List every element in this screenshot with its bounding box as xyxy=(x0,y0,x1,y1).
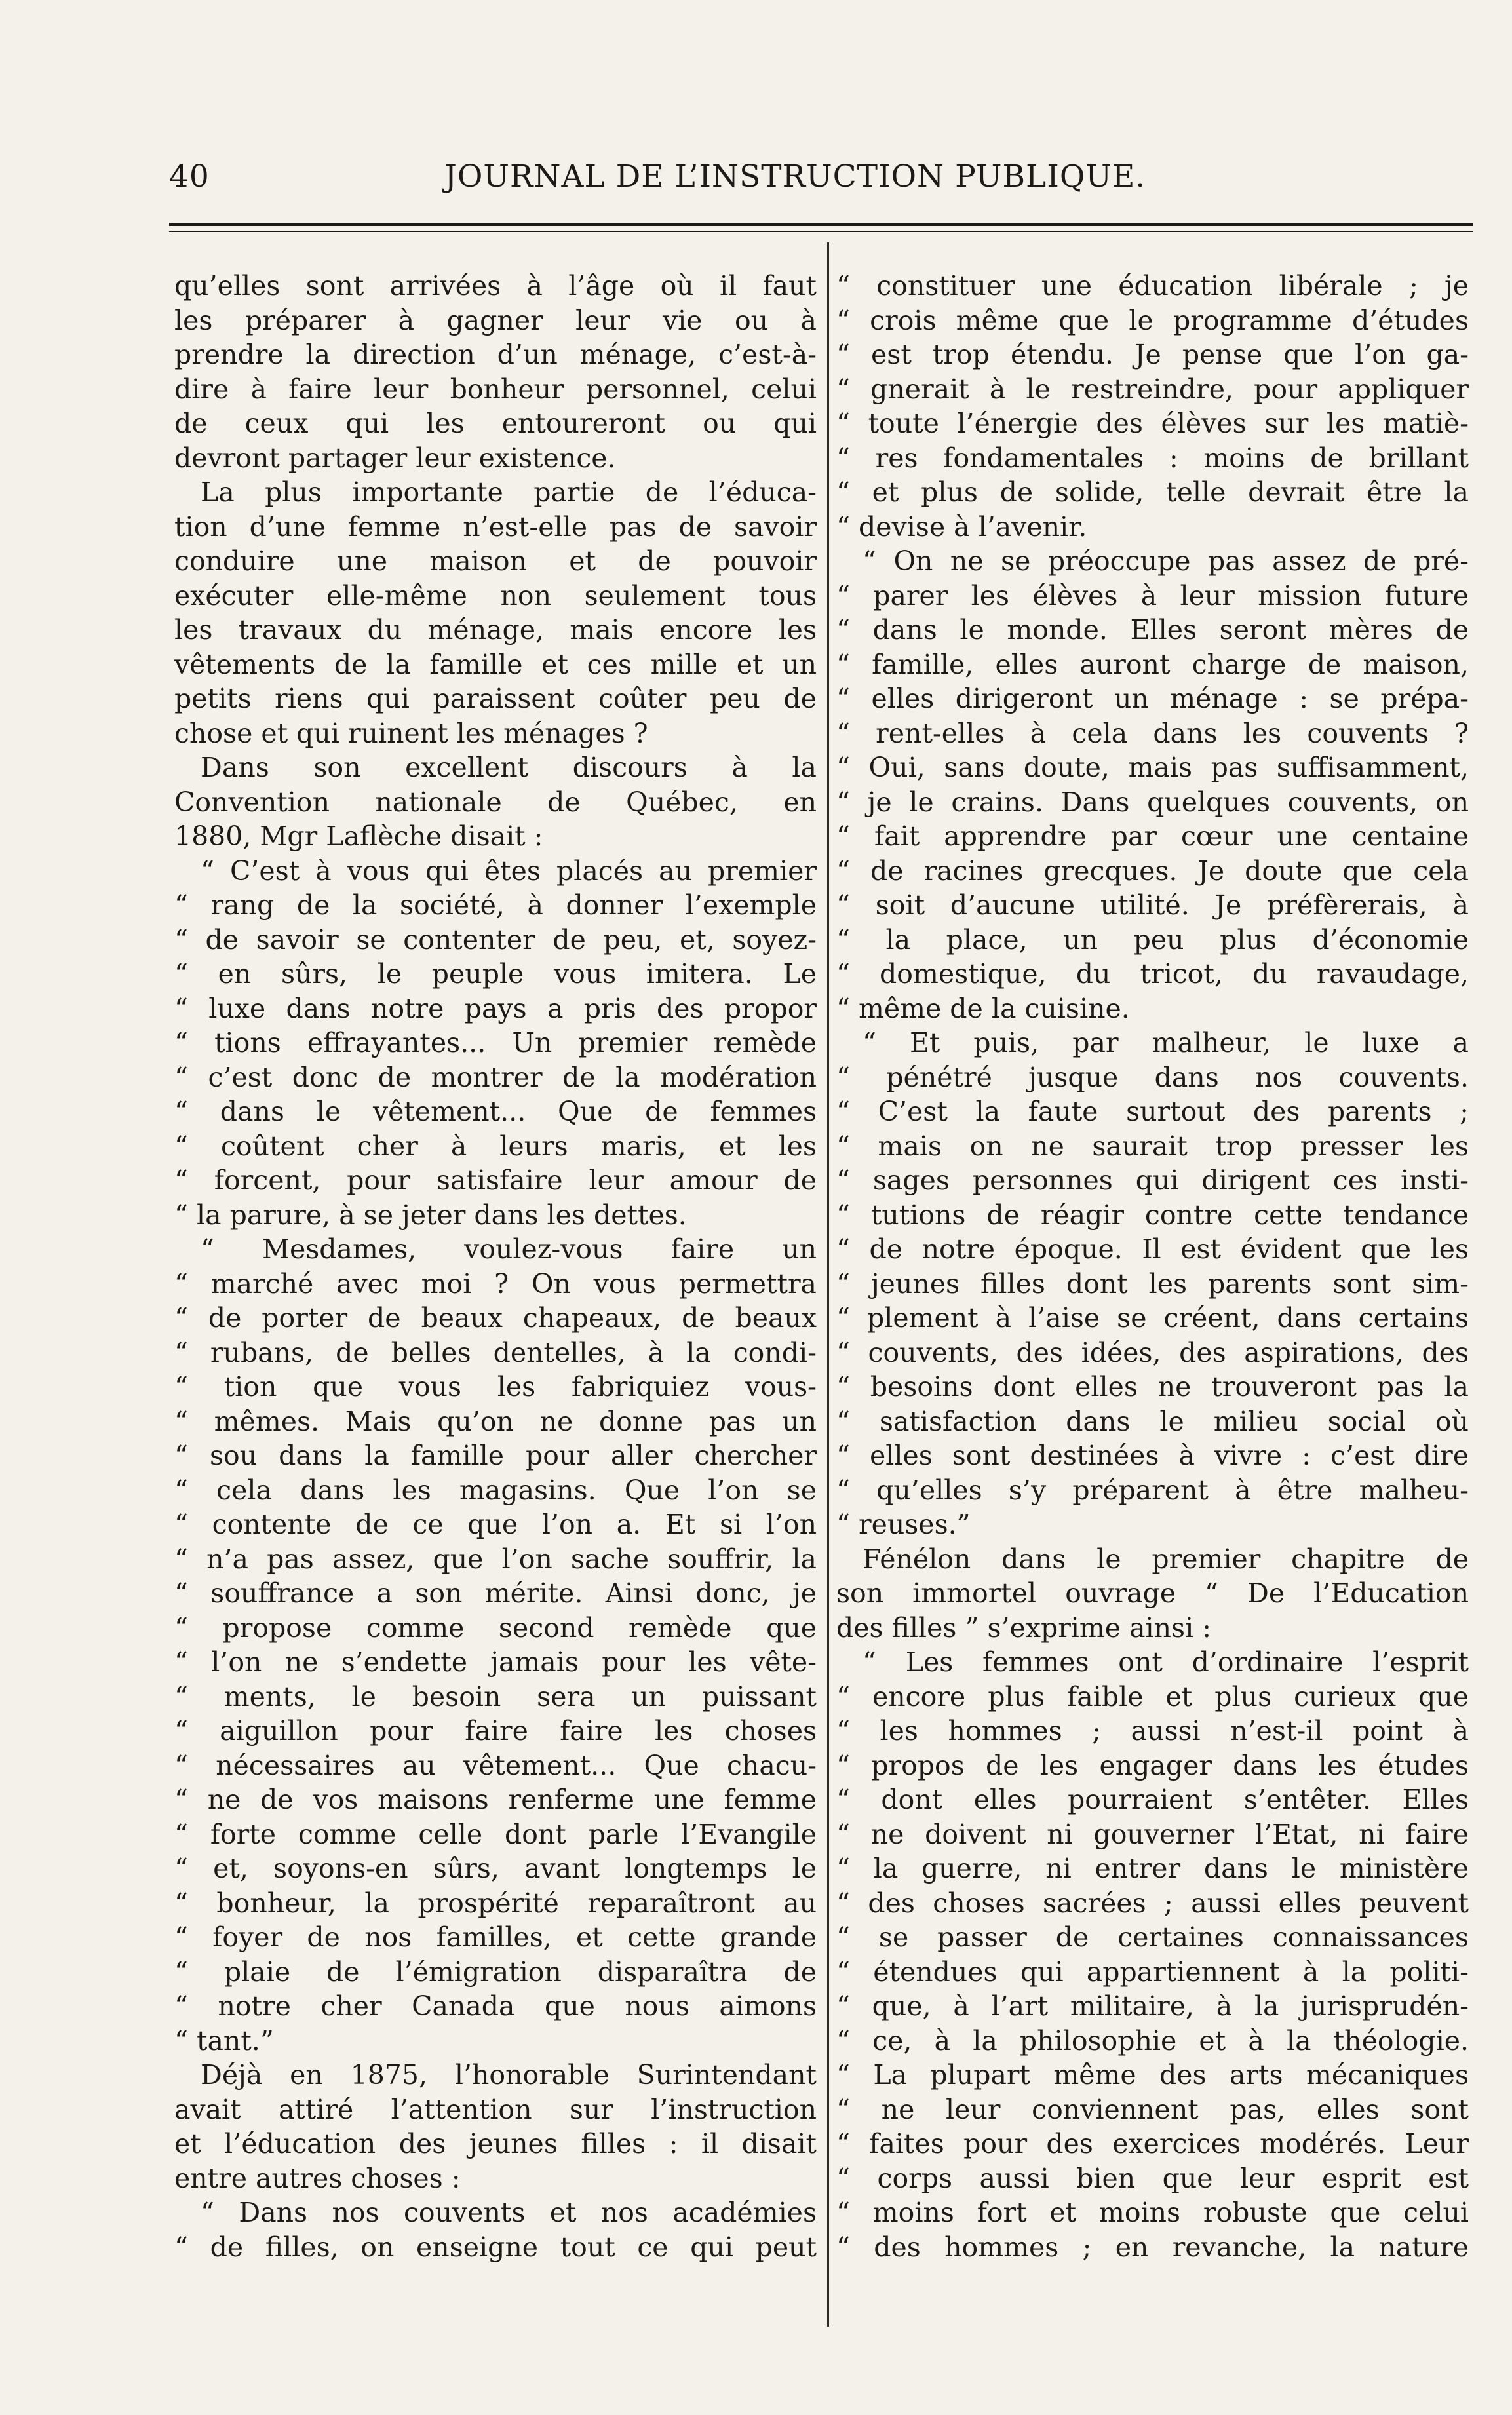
text-line: “ ments, le besoin sera un puissant xyxy=(174,1680,817,1712)
text-line: “ de savoir se contenter de peu, et, soyez- xyxy=(174,923,817,956)
text-line: dire à faire leur bonheur personnel, celui xyxy=(174,373,817,405)
text-line: des filles ” s’exprime ainsi : xyxy=(836,1612,1212,1644)
text-line: “ tant.” xyxy=(174,2024,274,2057)
text-line: Déjà en 1875, l’honorable Surintendant xyxy=(201,2059,817,2091)
text-line: “ pénétré jusque dans nos couvents. xyxy=(836,1061,1469,1093)
text-line: “ rubans, de belles dentelles, à la condi- xyxy=(174,1336,817,1368)
text-line: “ de filles, on enseigne tout ce qui peut xyxy=(174,2231,817,2263)
text-line: “ reuses.” xyxy=(836,1509,971,1540)
text-line: “ se passer de certaines connaissances xyxy=(836,1922,1469,1953)
text-line: “ plaie de l’émigration disparaîtra de xyxy=(174,1956,817,1988)
text-line: “ On ne se préoccupe pas assez de pré- xyxy=(863,545,1469,577)
text-line: “ forte comme celle dont parle l’Evangile xyxy=(174,1818,817,1850)
text-line: “ de porter de beaux chapeaux, de beaux xyxy=(174,1302,817,1334)
text-line: “ Mesdames, voulez-vous faire un xyxy=(201,1233,817,1265)
text-line: “ jeunes filles dont les parents sont sim- xyxy=(836,1267,1469,1300)
text-line: 1880, Mgr Laflèche disait : xyxy=(174,821,543,852)
text-line: avait attiré l’attention sur l’instruction xyxy=(174,2093,817,2125)
text-line: vêtements de la famille et ces mille et un xyxy=(174,648,817,680)
text-line: “ contente de ce que l’on a. Et si l’on xyxy=(174,1509,817,1540)
text-line: “ n’a pas assez, que l’on sache souffrir, la xyxy=(174,1543,817,1575)
text-line: “ et plus de solide, telle devrait être la xyxy=(836,476,1469,508)
text-line: “ qu’elles s’y préparent à être malheu- xyxy=(836,1474,1469,1506)
text-line: “ mêmes. Mais qu’on ne donne pas un xyxy=(174,1405,817,1437)
text-line: “ l’on ne s’endette jamais pour les vête- xyxy=(174,1646,817,1678)
text-line: “ elles sont destinées à vivre : c’est dire xyxy=(836,1440,1469,1471)
text-line: “ famille, elles auront charge de maison, xyxy=(836,648,1469,680)
text-line: “ nécessaires au vêtement... Que chacu- xyxy=(174,1749,817,1781)
right-column xyxy=(836,269,1469,2264)
text-line: “ parer les élèves à leur mission future xyxy=(836,579,1469,611)
text-line: “ bonheur, la prospérité reparaîtront au xyxy=(174,1887,817,1919)
text-line: “ constituer une éducation libérale ; je xyxy=(836,270,1469,301)
text-line: “ sou dans la famille pour aller chercher xyxy=(174,1440,817,1471)
text-line: “ de notre époque. Il est évident que les xyxy=(836,1233,1469,1265)
text-line: “ la parure, à se jeter dans les dettes. xyxy=(174,1199,687,1231)
text-line: prendre la direction d’un ménage, c’est-à- xyxy=(174,339,817,370)
text-line: “ besoins dont elles ne trouveront pas la xyxy=(836,1371,1469,1402)
text-line: “ luxe dans notre pays a pris des propor xyxy=(174,992,817,1024)
text-line: “ fait apprendre par cœur une centaine xyxy=(836,821,1469,852)
text-line: “ c’est donc de montrer de la modération xyxy=(174,1061,817,1093)
text-line: “ couvents, des idées, des aspirations, des xyxy=(836,1336,1469,1368)
page-header xyxy=(169,152,1250,211)
text-line: “ rent-elles à cela dans les couvents ? xyxy=(836,717,1469,749)
text-line: devront partager leur existence. xyxy=(174,442,616,474)
text-line: “ moins fort et moins robuste que celui xyxy=(836,2197,1469,2228)
text-line: “ plement à l’aise se créent, dans certains xyxy=(836,1302,1469,1334)
text-line: les travaux du ménage, mais encore les xyxy=(174,614,817,646)
text-line: Fénélon dans le premier chapitre de xyxy=(863,1543,1469,1575)
page-number: 40 xyxy=(169,159,210,195)
text-line: “ ne doivent ni gouverner l’Etat, ni faire xyxy=(836,1818,1469,1850)
text-line: “ ne leur conviennent pas, elles sont xyxy=(836,2093,1469,2125)
text-line: petits riens qui paraissent coûter peu de xyxy=(174,683,817,714)
text-line: entre autres choses : xyxy=(174,2162,461,2194)
text-line: “ propose comme second remède que xyxy=(174,1612,817,1644)
text-line: “ coûtent cher à leurs maris, et les xyxy=(174,1130,817,1162)
text-line: “ dont elles pourraient s’entêter. Elles xyxy=(836,1784,1469,1815)
text-line: “ C’est la faute surtout des parents ; xyxy=(836,1096,1469,1127)
text-line: chose et qui ruinent les ménages ? xyxy=(174,717,648,749)
text-line: “ des hommes ; en revanche, la nature xyxy=(836,2231,1469,2263)
text-line: “ devise à l’avenir. xyxy=(836,511,1087,543)
text-line: “ marché avec moi ? On vous permettra xyxy=(174,1267,817,1300)
text-line: “ rang de la société, à donner l’exemple xyxy=(174,889,817,921)
text-line: “ foyer de nos familles, et cette grande xyxy=(174,1922,817,1953)
text-line: “ que, à l’art militaire, à la jurisprudén- xyxy=(836,1990,1469,2022)
text-line: qu’elles sont arrivées à l’âge où il faut xyxy=(174,270,817,301)
header-rule xyxy=(169,223,1473,226)
text-line: “ et, soyons-en sûrs, avant longtemps le xyxy=(174,1853,817,1884)
text-line: “ en sûrs, le peuple vous imitera. Le xyxy=(174,958,817,990)
text-line: conduire une maison et de pouvoir xyxy=(174,545,817,577)
text-line: “ souffrance a son mérite. Ainsi donc, je xyxy=(174,1577,817,1609)
text-line: “ domestique, du tricot, du ravaudage, xyxy=(836,958,1469,990)
text-line: “ corps aussi bien que leur esprit est xyxy=(836,2162,1469,2194)
text-line: La plus importante partie de l’éduca- xyxy=(201,476,817,508)
text-line: “ cela dans les magasins. Que l’on se xyxy=(174,1474,817,1506)
text-line: “ la place, un peu plus d’économie xyxy=(836,923,1469,956)
left-column xyxy=(174,269,817,2264)
text-line: “ de racines grecques. Je doute que cela xyxy=(836,855,1469,887)
text-line: “ notre cher Canada que nous aimons xyxy=(174,1990,817,2022)
text-line: “ C’est à vous qui êtes placés au premier xyxy=(201,855,817,887)
text-line: et l’éducation des jeunes filles : il disait xyxy=(174,2128,817,2159)
text-line: “ des choses sacrées ; aussi elles peuvent xyxy=(836,1887,1469,1919)
running-title: JOURNAL DE L’INSTRUCTION PUBLIQUE. xyxy=(444,159,1146,195)
text-line: Convention nationale de Québec, en xyxy=(174,786,817,818)
text-line: “ les hommes ; aussi n’est-il point à xyxy=(836,1715,1469,1747)
text-line: “ étendues qui appartiennent à la politi- xyxy=(836,1956,1469,1988)
text-line: tion d’une femme n’est-elle pas de savoir xyxy=(174,511,817,543)
text-line: “ encore plus faible et plus curieux que xyxy=(836,1680,1469,1712)
text-line: “ Les femmes ont d’ordinaire l’esprit xyxy=(863,1646,1469,1678)
text-line: “ tutions de réagir contre cette tendance xyxy=(836,1199,1469,1231)
text-line: “ soit d’aucune utilité. Je préfèrerais, à xyxy=(836,889,1469,921)
text-line: “ est trop étendu. Je pense que l’on ga- xyxy=(836,339,1469,370)
text-line: “ gnerait à le restreindre, pour appliquer xyxy=(836,373,1469,405)
text-line: “ Dans nos couvents et nos académies xyxy=(201,2197,817,2228)
text-line: “ même de la cuisine. xyxy=(836,992,1130,1024)
header-rule-thin xyxy=(169,231,1473,232)
text-line: “ la guerre, ni entrer dans le ministère xyxy=(836,1853,1469,1884)
text-line: “ tions effrayantes... Un premier remède xyxy=(174,1027,817,1058)
text-line: “ tion que vous les fabriquiez vous- xyxy=(174,1371,817,1402)
text-line: “ dans le vêtement... Que de femmes xyxy=(174,1096,817,1127)
text-line: “ Oui, sans doute, mais pas suffisamment, xyxy=(836,752,1469,783)
text-line: “ ne de vos maisons renferme une femme xyxy=(174,1784,817,1815)
text-line: “ toute l’énergie des élèves sur les matiè- xyxy=(836,408,1469,439)
text-line: “ res fondamentales : moins de brillant xyxy=(836,442,1469,474)
text-line: “ aiguillon pour faire faire les choses xyxy=(174,1715,817,1747)
text-line: “ satisfaction dans le milieu social où xyxy=(836,1405,1469,1437)
text-line: “ elles dirigeront un ménage : se prépa- xyxy=(836,683,1469,714)
text-line: “ Et puis, par malheur, le luxe a xyxy=(863,1027,1469,1058)
text-line: son immortel ouvrage “ De l’Education xyxy=(836,1577,1469,1609)
text-line: “ crois même que le programme d’études xyxy=(836,304,1469,336)
text-line: “ mais on ne saurait trop presser les xyxy=(836,1130,1469,1162)
text-line: “ dans le monde. Elles seront mères de xyxy=(836,614,1469,646)
text-line: les préparer à gagner leur vie ou à xyxy=(174,304,817,336)
text-line: “ faites pour des exercices modérés. Leur xyxy=(836,2128,1469,2159)
text-line: “ forcent, pour satisfaire leur amour de xyxy=(174,1165,817,1196)
text-line: “ sages personnes qui dirigent ces insti- xyxy=(836,1165,1469,1196)
text-line: exécuter elle-même non seulement tous xyxy=(174,579,817,611)
text-line: “ La plupart même des arts mécaniques xyxy=(836,2059,1469,2091)
text-line: “ propos de les engager dans les études xyxy=(836,1749,1469,1781)
text-line: Dans son excellent discours à la xyxy=(201,752,817,783)
text-line: “ ce, à la philosophie et à la théologie. xyxy=(836,2024,1469,2057)
column-divider xyxy=(827,242,829,2327)
text-line: “ je le crains. Dans quelques couvents, on xyxy=(836,786,1469,818)
text-line: de ceux qui les entoureront ou qui xyxy=(174,408,817,439)
